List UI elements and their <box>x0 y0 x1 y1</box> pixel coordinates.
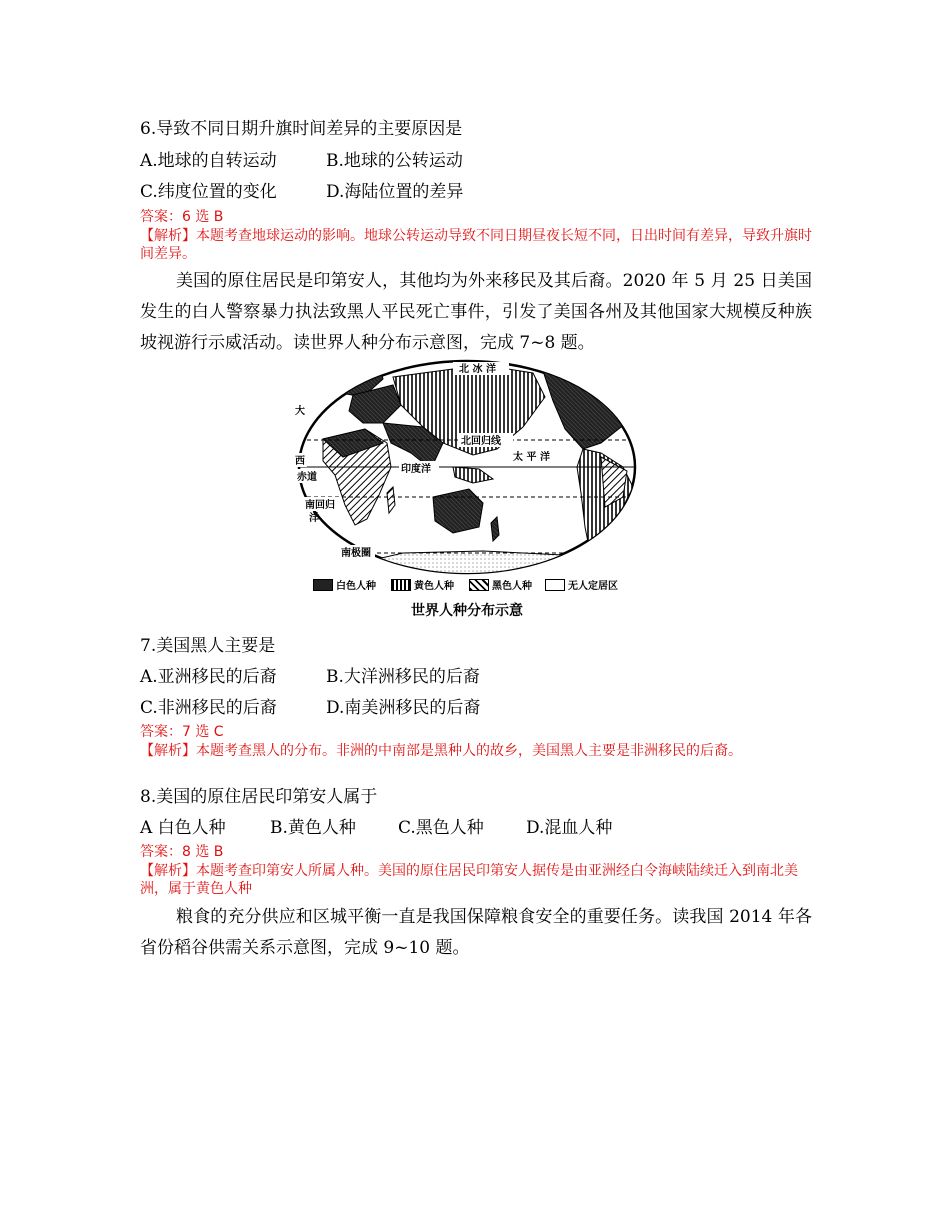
q8-answer: 答案：8 选 B <box>140 844 224 860</box>
legend-white <box>313 577 376 592</box>
legend-yellow <box>391 577 454 592</box>
q8-analysis: 【解析】本题考查印第安人所属人种。美国的原住居民印第安人据传是由亚洲经白令海峡陆续迁入到南北美洲，属于黄色人种 <box>140 863 798 897</box>
legend-black <box>469 577 532 592</box>
map-label-atlantic-xi: 西 <box>295 456 305 467</box>
q7-options-row2 <box>140 697 480 719</box>
q6-option-b: B.地球的公转运动 <box>326 151 463 171</box>
q7-analysis: 【解析】本题考查黑人的分布。非洲的中南部是黑种人的故乡，美国黑人主要是非洲移民的后裔。 <box>140 743 742 759</box>
q6-stem: 6.导致不同日期升旗时间差异的主要原因是 <box>140 119 463 139</box>
q7-options-row1 <box>140 666 480 688</box>
q7-option-c: C.非洲移民的后裔 <box>140 698 277 718</box>
q7-stem: 7.美国黑人主要是 <box>140 636 276 656</box>
legend-none <box>545 577 618 592</box>
q7-option-a: A.亚洲移民的后裔 <box>140 667 277 687</box>
q8-stem: 8.美国的原住居民印第安人属于 <box>140 787 378 807</box>
legend-label-white: 白色人种 <box>336 581 376 592</box>
q8-option-d: D.混血人种 <box>526 818 613 838</box>
q6-options-row1 <box>140 150 463 172</box>
q6-option-c: C.纬度位置的变化 <box>140 182 277 202</box>
world-map-image <box>283 357 651 597</box>
map-label-antarctic: 南极圈 <box>341 548 371 559</box>
legend-swatch-yellow <box>391 579 411 591</box>
map-label-pacific: 太 平 洋 <box>513 452 550 463</box>
q8-option-c: C.黑色人种 <box>398 818 484 838</box>
q6-option-d: D.海陆位置的差异 <box>326 182 464 202</box>
q8-option-a: A 白色人种 <box>140 818 226 838</box>
passage-2: 粮食的充分供应和区城平衡一直是我国保障粮食安全的重要任务。读我国 2014 年各省份稻谷供需关系示意图，完成 9~10 题。 <box>140 907 812 958</box>
passage-1: 美国的原住居民是印第安人，其他均为外来移民及其后裔。2020 年 5 月 25 日美国发生的白人警察暴力执法致黑人平民死亡事件，引发了美国各州及其他国家大规模反种族坡视游行示威活动。读世界人种分布示意图，完成 7~8 题。 <box>140 271 812 353</box>
q7-option-b: B.大洋洲移民的后裔 <box>326 667 480 687</box>
legend-label-black: 黑色人种 <box>492 581 532 592</box>
legend-label-none: 无人定居区 <box>568 581 618 592</box>
map-label-arctic: 北 冰 洋 <box>459 364 496 375</box>
map-label-tropic: 北回归线 <box>461 436 501 447</box>
legend-swatch-white <box>313 579 333 591</box>
q6-analysis: 【解析】本题考查地球运动的影响。地球公转运动导致不同日期昼夜长短不同，日出时间有差异，导致升旗时间差异。 <box>140 228 812 262</box>
legend-swatch-none <box>545 579 565 591</box>
map-label-south-tropic-2: 洋 <box>309 513 319 524</box>
legend-label-yellow: 黄色人种 <box>414 581 454 592</box>
q7-answer: 答案：7 选 C <box>140 724 224 740</box>
map-label-atlantic-da: 大 <box>295 406 305 417</box>
q8-option-b: B.黄色人种 <box>270 818 356 838</box>
map-label-equator: 赤道 <box>297 472 317 483</box>
map-caption: 世界人种分布示意 <box>411 603 523 619</box>
q6-options-row2 <box>140 181 463 203</box>
q8-options <box>140 817 612 839</box>
map-label-south-tropic: 南回归 <box>305 500 335 511</box>
q6-answer: 答案：6 选 B <box>140 209 224 225</box>
legend-swatch-black <box>469 579 489 591</box>
q7-option-d: D.南美洲移民的后裔 <box>326 698 481 718</box>
world-race-map-figure <box>283 357 651 625</box>
q6-option-a: A.地球的自转运动 <box>140 151 277 171</box>
map-label-indian: 印度洋 <box>401 464 431 475</box>
